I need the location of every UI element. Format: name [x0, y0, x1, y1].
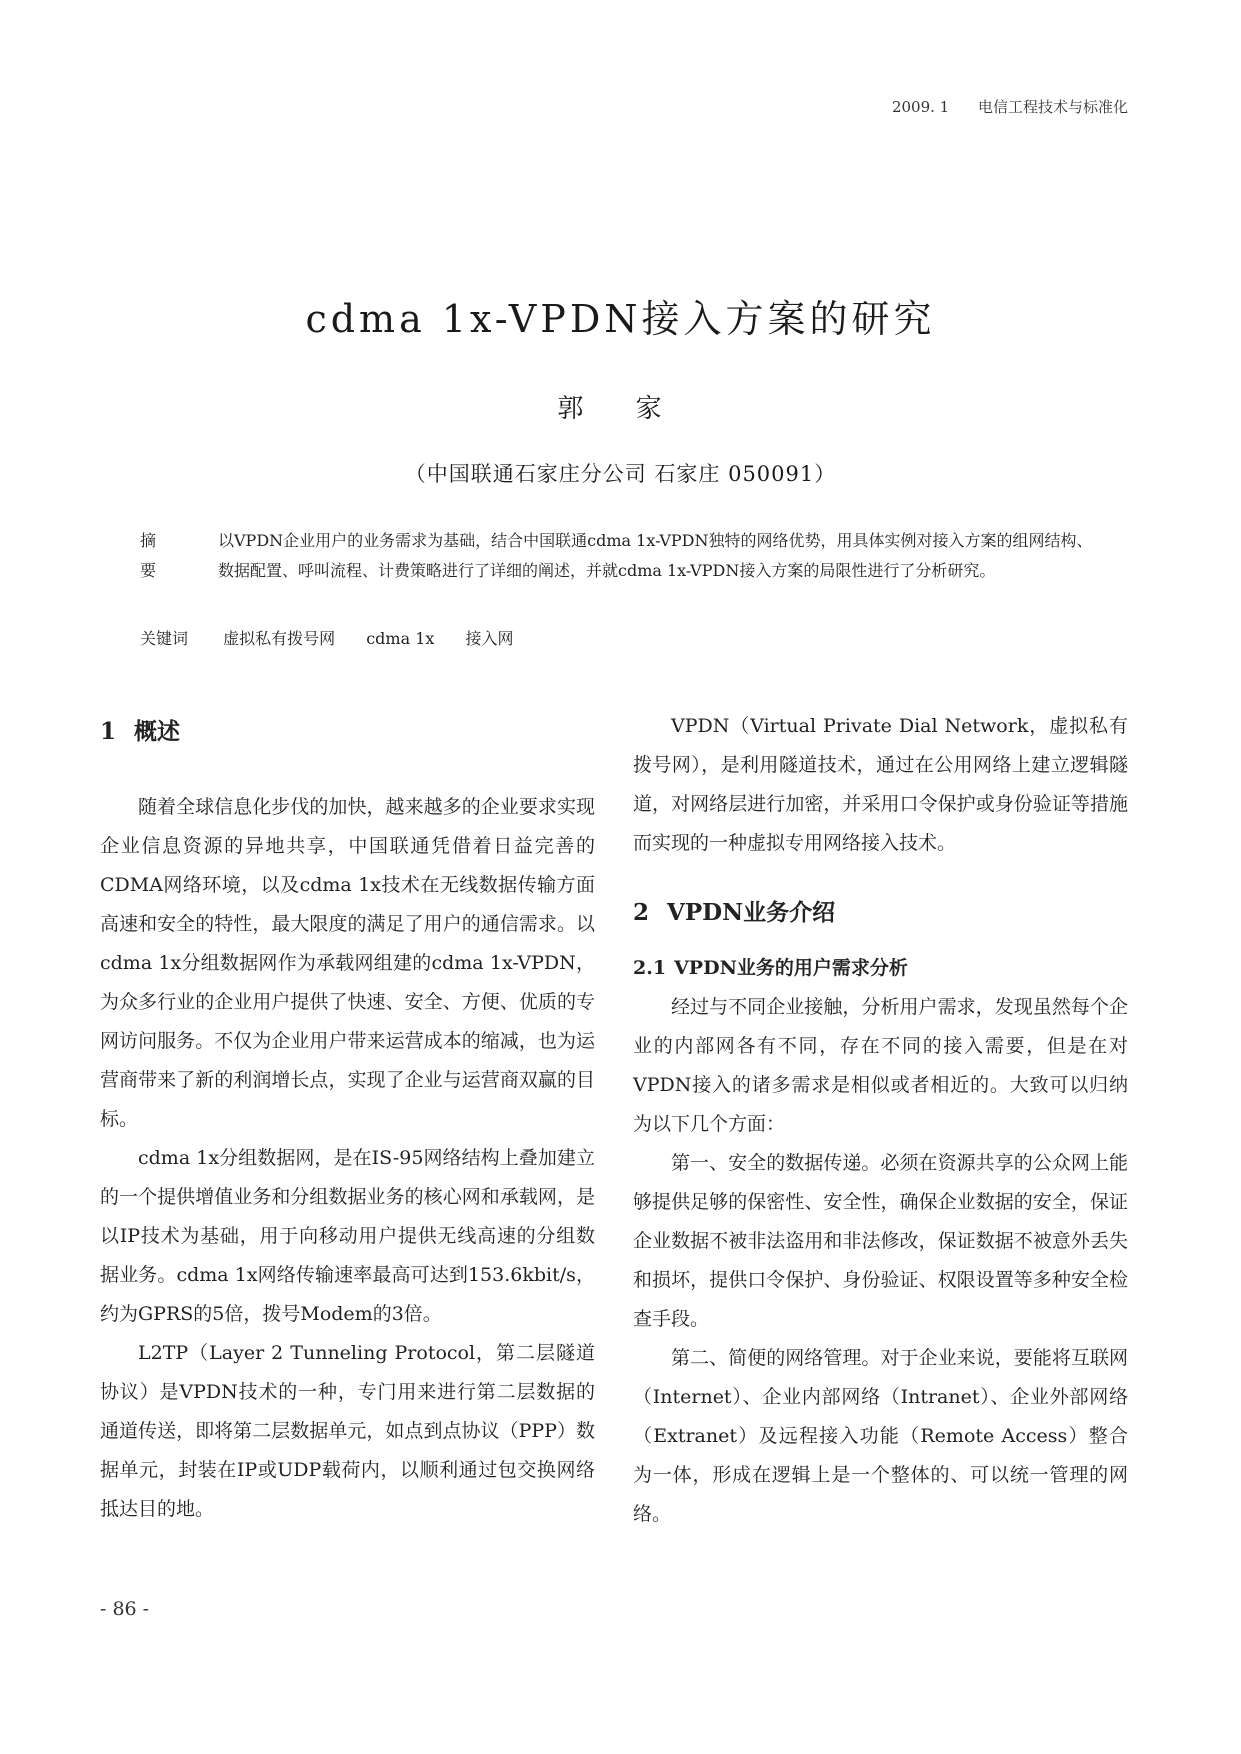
section-title: VPDN业务介绍 — [667, 899, 836, 926]
journal-name: 电信工程技术与标准化 — [977, 98, 1128, 116]
abstract-text: 以VPDN企业用户的业务需求为基础，结合中国联通cdma 1x-VPDN独特的网络优势，用具体实例对接入方案的组网结构、数据配置、呼叫流程、计费策略进行了详细的阐述，并就cdma 1x-VPDN接入方案的局限性进行了分析研究。 — [218, 531, 1093, 580]
author-affiliation: （中国联通石家庄分公司 石家庄 050091） — [404, 462, 837, 486]
author-name: 郭 家 — [557, 394, 684, 424]
page-number: - 86 - — [100, 1598, 150, 1620]
paragraph: cdma 1x分组数据网，是在IS-95网络结构上叠加建立的一个提供增值业务和分组数据业务的核心网和承载网，是以IP技术为基础，用于向移动用户提供无线高速的分组数据业务。cdma 1x网络传输速率最高可达到153.6kbit/s，约为GPRS的5倍，拨号Modem的3倍。 — [100, 1147, 595, 1325]
subsection-number: 2.1 — [633, 957, 667, 979]
keywords — [140, 624, 1105, 654]
keyword: 接入网 — [465, 629, 514, 648]
issue-date: 2009. 1 — [891, 98, 950, 116]
abstract — [140, 526, 1105, 586]
paragraph: 第二、简便的网络管理。对于企业来说，要能将互联网（Internet）、企业内部网络（Intranet）、企业外部网络（Extranet）及远程接入功能（Remote Access）整合为一体，形成在逻辑上是一个整体的、可以统一管理的网络。 — [633, 1347, 1128, 1525]
section-number: 2 — [633, 899, 650, 926]
left-column — [100, 712, 595, 1529]
section-title: 概述 — [134, 718, 181, 745]
paragraph: VPDN（Virtual Private Dial Network，虚拟私有拨号网），是利用隧道技术，通过在公用网络上建立逻辑隧道，对网络层进行加密，并采用口令保护或身份验证等措施而实现的一种虚拟专用网络接入技术。 — [633, 715, 1128, 854]
right-column — [633, 707, 1128, 1534]
abstract-label: 摘 要 — [140, 531, 171, 580]
paragraph: L2TP（Layer 2 Tunneling Protocol，第二层隧道协议）是VPDN技术的一种，专门用来进行第二层数据的通道传送，即将第二层数据单元，如点到点协议（PPP）数据单元，封装在IP或UDP载荷内，以顺利通过包交换网络抵达目的地。 — [100, 1342, 595, 1520]
paragraph: 经过与不同企业接触，分析用户需求，发现虽然每个企业的内部网各有不同，存在不同的接入需要，但是在对VPDN接入的诸多需求是相似或者相近的。大致可以归纳为以下几个方面： — [633, 996, 1128, 1135]
section-heading — [100, 712, 595, 752]
running-header — [892, 96, 1128, 117]
paragraph: 随着全球信息化步伐的加快，越来越多的企业要求实现企业信息资源的异地共享，中国联通凭借着日益完善的CDMA网络环境，以及cdma 1x技术在无线数据传输方面高速和安全的特性，最大限度的满足了用户的通信需求。以cdma 1x分组数据网作为承载网组建的cdma 1x-VPDN，为众多行业的企业用户提供了快速、安全、方便、优质的专网访问服务。不仅为企业用户带来运营成本的缩减，也为运营商带来了新的利润增长点，实现了企业与运营商双赢的目标。 — [100, 796, 595, 1130]
keyword: 虚拟私有拨号网 — [223, 629, 336, 648]
subsection-heading — [633, 949, 1128, 988]
section-heading — [633, 893, 1128, 933]
paragraph: 第一、安全的数据传递。必须在资源共享的公众网上能够提供足够的保密性、安全性，确保企业数据的安全，保证企业数据不被非法盗用和非法修改，保证数据不被意外丢失和损坏，提供口令保护、身份验证、权限设置等多种安全检查手段。 — [633, 1152, 1128, 1330]
paper-title: cdma 1x-VPDN接入方案的研究 — [305, 297, 936, 341]
keyword: cdma 1x — [366, 629, 435, 648]
subsection-title: VPDN业务的用户需求分析 — [674, 957, 908, 979]
keywords-label: 关键词 — [140, 629, 189, 648]
section-number: 1 — [100, 718, 117, 745]
